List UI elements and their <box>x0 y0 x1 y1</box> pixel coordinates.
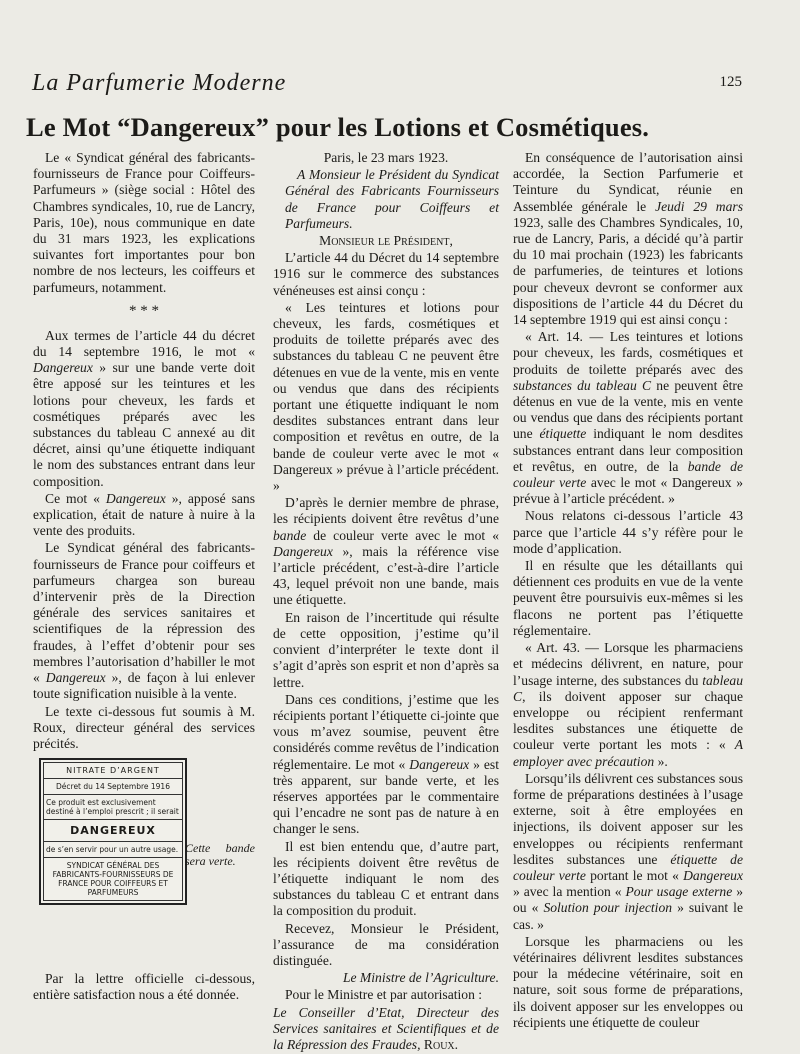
letter-pour: Pour le Ministre et par autorisation : <box>285 987 483 1003</box>
label-syndicate: SYNDICAT GÉNÉRAL DES FABRICANTS-FOURNISSEURS DE FRANCE POUR COIFFEURS ET PARFUMEURS <box>52 861 174 898</box>
label-usage: Ce produit est exclusivement destiné à l’emploi prescrit ; il serait <box>44 795 182 820</box>
paragraph-article-44: Aux termes de l’article 44 du décret du 14 septembre 1916, le mot « Dangereux » sur une bande verte doit être apposé sur les teintures et les lotions pour cheveux, les fards et cosmétiques préparés avec les substances du tableau C annexé au dit décret, ainsi qu’une étiquette indiquant le nom des substances entrant dans leur composition. <box>33 327 255 489</box>
paragraph-usage-externe: Lorsqu’ils délivrent ces substances sous forme de préparations destinées à l’usage externe, soit à être employées en injections, ils doivent apposer sur les enveloppes ou récipients renfermant lesdites substances une étiquette de couleur verte portant le mot « Dangereux » avec la mention « Pour usage externe » ou « Solution pour injection » suivant le cas. » <box>513 770 743 932</box>
letter-salutation: Monsieur le Président, <box>319 233 453 249</box>
letter-addressee: A Monsieur le Président du Syndicat Général des Fabricants Fournisseurs de France pour Coiffeurs et Parfumeurs. <box>285 167 499 231</box>
section-divider-stars: * * * <box>129 302 159 319</box>
label-misuse: de s’en servir pour un autre usage. <box>44 842 182 858</box>
label-title: NITRATE D’ARGENT <box>44 763 182 779</box>
column-2 <box>273 150 499 1054</box>
label-danger-band: DANGEREUX <box>44 820 182 842</box>
paragraph-mot-dangereux: Ce mot « Dangereux », apposé sans explication, était de nature à nuire à la vente des produits. <box>33 490 255 539</box>
letter-minister: Le Ministre de l’Agriculture. <box>342 970 499 986</box>
paragraph-detaillants: Il en résulte que les détaillants qui détiennent ces produits en vue de la vente peuvent être poursuivis eux-mêmes si les flacons ne portent pas l’étiquette réglementaire. <box>513 558 743 638</box>
paragraph-relatons: Nous relatons ci-dessous l’article 43 parce que l’article 44 s’y réfère pour le mode d’application. <box>513 508 743 556</box>
paragraph-art-14: « Art. 14. — Les teintures et lotions pour cheveux, les fards, cosmétiques et produits de toilette préparés avec des substances du tableau C ne peuvent être détenus en vue de la vente, mis en vente ou vendus que dans des récipients portant une étiquette indiquant le nom desdites substances entrant dans leur composition et revêtus, en outre, de la bande de couleur verte avec le mot « Dangereux » prévue à l’article précédent. » <box>513 329 744 507</box>
column-1 <box>33 150 255 1005</box>
column-3 <box>513 150 743 1032</box>
running-header <box>32 70 742 98</box>
letter-paragraph-4: Dans ces conditions, j’estime que les récipients portant l’étiquette ci-jointe que vous m’avez soumise, peuvent être considérés comme revêtus de l’indication réglementaire. Le mot « Dangereux » est très apparent, sur bande verte, et les réserves apportées par le commentaire qui l’encadre ne sont pas de nature à en changer le sens. <box>273 691 499 837</box>
letter-signature-block: Le Conseiller d’Etat, Directeur des Services sanitaires et Scientifiques et de la Répression des Fraudes, Roux. <box>273 1004 499 1052</box>
sample-label <box>39 758 187 905</box>
intro-paragraph: Le « Syndicat général des fabricants-fournisseurs de France pour Coiffeurs-Parfumeurs » (siège social : Hôtel des Chambres syndicales, 10, rue de Lancry, Paris, 10e), nous communique en date du 31 mars 1923, les explications suivantes fort importantes pour bon nombre de nos lecteurs, les coiffeurs et parfumeurs, notamment. <box>33 150 255 295</box>
label-figure <box>33 758 255 963</box>
letter-signer: Roux. <box>423 1036 459 1052</box>
paragraph-soumis: Le texte ci-dessous fut soumis à M. Roux, directeur général des services précités. <box>33 703 255 751</box>
page-number: 125 <box>719 74 742 90</box>
letter-paragraph-5: Il est bien entendu que, d’autre part, les récipients doivent être revêtus de l’étiquette indiquant le nom des substances du tableau C et entrant dans la composition du produit. <box>273 838 499 919</box>
letter-paragraph-1: L’article 44 du Décret du 14 septembre 1916 sur le commerce des substances vénéneuses est ainsi conçu : <box>273 250 499 298</box>
paragraph-satisfaction: Par la lettre officielle ci-dessous, entière satisfaction nous a été donnée. <box>33 971 255 1003</box>
paragraph-veterinaires: Lorsque les pharmaciens ou les vétérinaires délivrent lesdites substances pour la médecine vétérinaire, soit en nature, soit sous forme de préparations, ils doivent apposer sur les enveloppes ou récipients une étiquette de couleur <box>513 933 743 1030</box>
letter-paragraph-2: D’après le dernier membre de phrase, les récipients doivent être revêtus d’une bande de couleur verte avec le mot « Dangereux », mais la référence vise l’article précédent, c’est-à-dire l’article 43, lequel prévoit non une bande, mais une étiquette. <box>273 495 499 608</box>
paragraph-art-43: « Art. 43. — Lorsque les pharmaciens et médecins délivrent, en nature, pour l’usage interne, des substances du tableau C, ils doivent apposer sur chaque enveloppe ou récipient renfermant lesdites substances une étiquette de couleur verte portant les mots : « A employer avec précaution ». <box>513 640 743 769</box>
paragraph-syndicat: Le Syndicat général des fabricants-fournisseurs de France pour coiffeurs et parfumeurs chargeа son bureau d’intervenir près de la Direction générale des services sanitaires et scientifiques de la répression des fraudes, à l’effet d’obtenir pour ses membres l’autorisation d’habiller le mot « Dangereux », de façon à lui enlever toute signification nuisible à la vente. <box>33 540 255 702</box>
letter-paragraph-3: En raison de l’incertitude qui résulte de cette opposition, j’estime qu’il convient d’interpréter le texte dont il s’agit d’après son esprit et non d’après sa lettre. <box>273 609 499 690</box>
journal-title: La Parfumerie Moderne <box>32 70 287 96</box>
label-caption: Cette bande sera verte. <box>185 841 255 869</box>
paragraph-consequence: En conséquence de l’autorisation ainsi accordée, la Section Parfumerie et Teinture du Syndicat, réunie en Assemblée générale le Jeudi 29 mars 1923, salle des Chambres Syndicales, 10, rue de Lancry, Paris, a décidé qu’à partir du 10 mai prochain (1923) les fabricants de parfumeries, de teintures et lotions pour cheveux devront se conformer aux dispositions de l’article 44 du Décret du 14 septembre 1919 qui est ainsi conçu : <box>513 150 743 328</box>
letter-closing: Recevez, Monsieur le Président, l’assurance de ma considération distinguée. <box>273 920 499 968</box>
letter-date: Paris, le 23 mars 1923. <box>323 150 449 165</box>
label-decree: Décret du 14 Septembre 1916 <box>44 779 182 795</box>
letter-quote: « Les teintures et lotions pour cheveux, les fards, cosmétiques et produits de toilette préparés avec des substances du tableau C ne peuvent être détenues en vue de la vente, mis en vente ou vendus que dans des récipients portant une étiquette indiquant le nom desdites substances entrant dans leur composition et revêtus en outre, de la bande de couleur verte avec le mot « Dangereux » prévue à l’article précédent. » <box>273 299 499 494</box>
article-headline: Le Mot “Dangereux” pour les Lotions et Cosmétiques. <box>26 112 650 142</box>
